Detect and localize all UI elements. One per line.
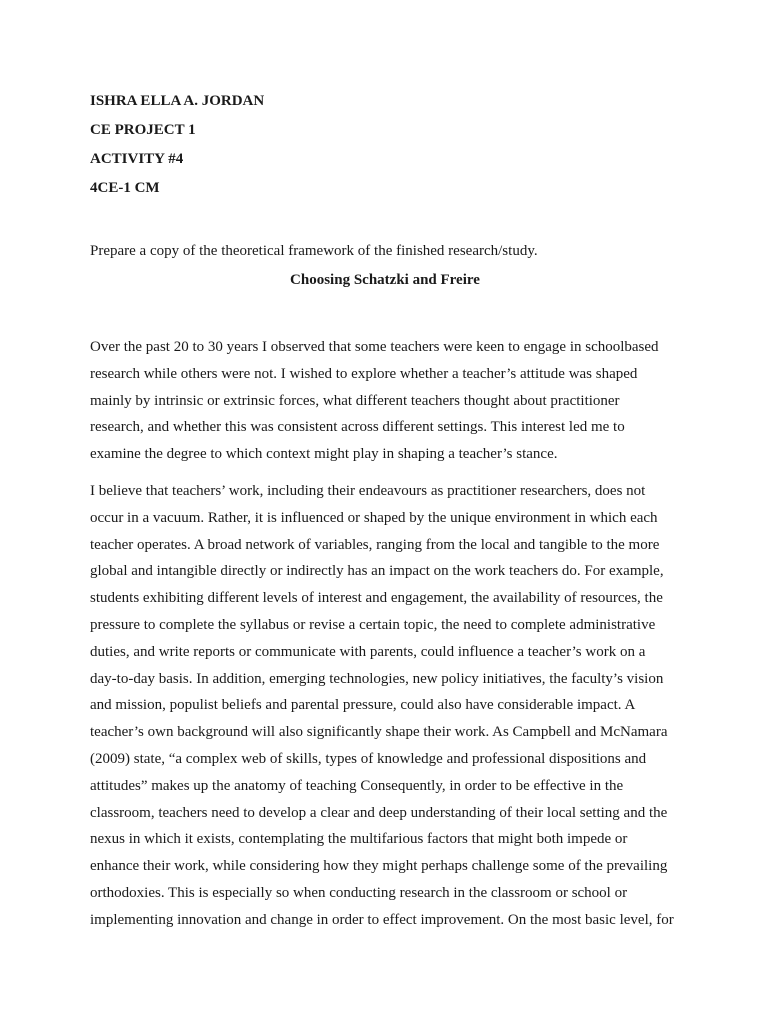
paragraph-line: mainly by intrinsic or extrinsic forces, what different teachers thought about practitioner (90, 392, 620, 409)
paragraph-line: pressure to complete the syllabus or revise a certain topic, the need to complete administrative (90, 616, 656, 633)
paragraph-line: occur in a vacuum. Rather, it is influenced or shaped by the unique environment in which each (90, 509, 658, 526)
paragraph-line: orthodoxies. This is especially so when conducting research in the classroom or school or (90, 884, 628, 901)
paragraph-line: and mission, populist beliefs and parental pressure, could also have considerable impact. A (90, 697, 636, 714)
paragraph-line: teacher’s own background will also significantly shape their work. As Campbell and McNamara (90, 724, 668, 741)
paragraph-line: classroom, teachers need to develop a clear and deep understanding of their local setting and the (90, 804, 668, 821)
paragraph-line: duties, and write reports or communicate with parents, could influence a teacher’s work on a (90, 643, 646, 660)
paragraph-line: (2009) state, “a complex web of skills, types of knowledge and professional dispositions and (90, 750, 647, 767)
paragraph-line: attitudes” makes up the anatomy of teaching Consequently, in order to be effective in the (90, 777, 624, 794)
author-name: ISHRA ELLA A. JORDAN (90, 93, 265, 109)
paragraph-line: nexus in which it exists, contemplating the multifarious factors that might both impede or (90, 831, 628, 848)
paragraph-line: research while others were not. I wished to explore whether a teacher’s attitude was shaped (90, 365, 638, 382)
paragraph-line: examine the degree to which context might play in shaping a teacher’s stance. (90, 446, 558, 463)
body-paragraph-2 (90, 478, 682, 934)
course-name: CE PROJECT 1 (90, 122, 196, 138)
document-header (90, 92, 690, 208)
paragraph-line: I believe that teachers’ work, including their endeavours as practitioner researchers, does not (90, 483, 646, 499)
paragraph-line: implementing innovation and change in order to effect improvement. On the most basic level, for (90, 911, 674, 928)
paragraph-line: enhance their work, while considering how they might perhaps challenge some of the prevailing (90, 858, 668, 875)
paragraph-line: students exhibiting different levels of interest and engagement, the availability of resources, the (90, 590, 663, 607)
section-name: 4CE-1 CM (90, 180, 160, 196)
activity-number: ACTIVITY #4 (90, 151, 184, 167)
assignment-prompt: Prepare a copy of the theoretical framework of the finished research/study. (90, 243, 538, 259)
paragraph-line: teacher operates. A broad network of variables, ranging from the local and tangible to the more (90, 536, 660, 553)
paragraph-line: Over the past 20 to 30 years I observed that some teachers were keen to engage in schoolbased (90, 339, 659, 355)
paragraph-line: day-to-day basis. In addition, emerging technologies, new policy initiatives, the faculty’s vision (90, 670, 664, 687)
paragraph-line: global and intangible directly or indirectly has an impact on the work teachers do. For example, (90, 563, 664, 580)
paragraph-line: research, and whether this was consistent across different settings. This interest led me to (90, 419, 625, 436)
body-paragraph-1 (90, 334, 682, 468)
document-title: Choosing Schatzki and Freire (290, 272, 480, 288)
